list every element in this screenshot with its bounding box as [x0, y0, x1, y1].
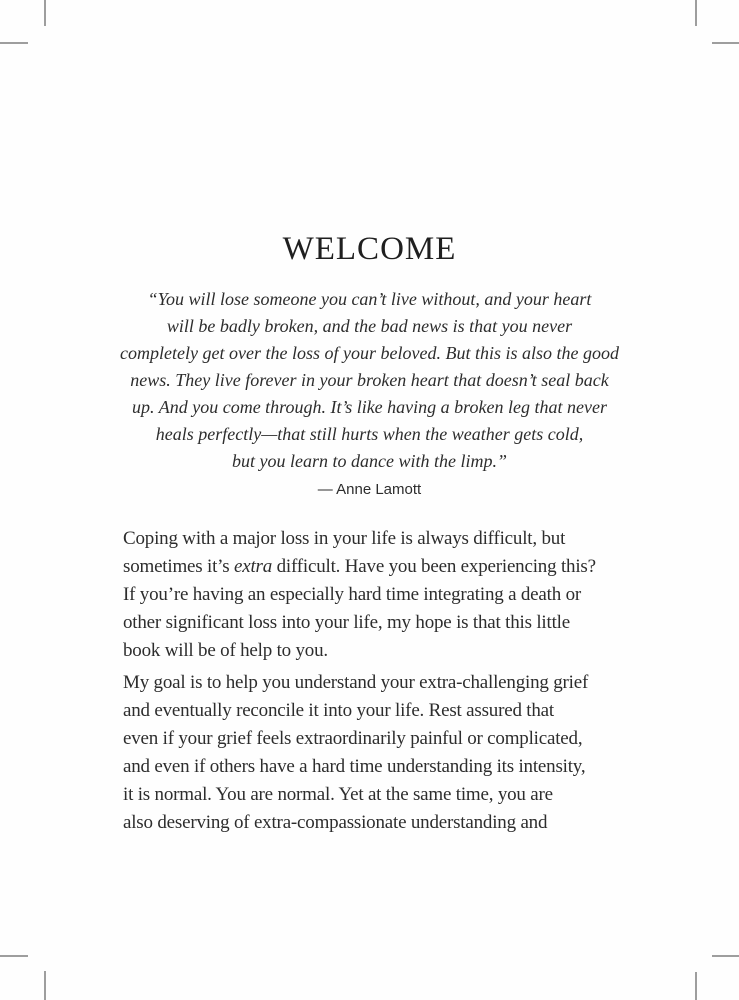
crop-mark-top-right-horizontal — [712, 42, 739, 44]
crop-mark-bottom-right-horizontal — [712, 955, 739, 957]
epigraph-quote: “You will lose someone you can’t live without, and your heart will be badly broken, and the bad news is that you never completely get over the loss of your beloved. But this is also the good news. They live forever in your broken heart that doesn’t seal back up. And you come through. It’s like having a broken leg that never heals perfectly—that still hurts when the weather gets cold, but you learn to dance with the limp.” — [120, 289, 619, 471]
chapter-title: WELCOME — [282, 231, 457, 267]
crop-mark-top-right-vertical — [695, 0, 697, 26]
page-content — [0, 231, 739, 837]
crop-mark-bottom-right-vertical — [695, 972, 697, 1000]
crop-mark-top-left-vertical — [44, 0, 46, 26]
crop-mark-bottom-left-vertical — [44, 971, 46, 1000]
crop-mark-top-left-horizontal — [0, 42, 28, 44]
body-paragraph-2: My goal is to help you understand your extra-challenging grief and eventually reconcile it into your life. Rest assured that even if your grief feels extraordinarily painful or complicated, and even if others have a hard time understanding its intensity, it is normal. You are normal. Yet at the same time, you are also deserving of extra-compassionate understanding and — [123, 672, 589, 833]
crop-mark-bottom-left-horizontal — [0, 955, 28, 957]
quote-attribution: — Anne Lamott — [317, 481, 422, 498]
body-paragraph-1: Coping with a major loss in your life is always difficult, but sometimes it’s extra difficult. Have you been experiencing this? If you’re having an especially hard time integrating a death or other significant loss into your life, my hope is that this little book will be of help to you. — [123, 528, 596, 661]
